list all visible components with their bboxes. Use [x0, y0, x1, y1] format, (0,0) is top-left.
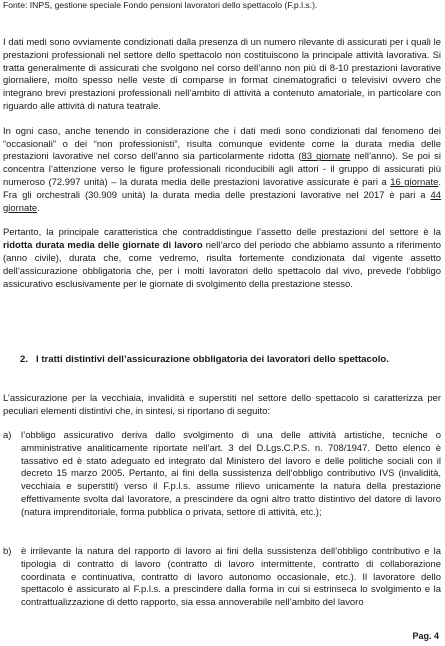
paragraph-2-underlined-44: 44 giornate	[3, 189, 441, 214]
paragraph-3-text-a: Pertanto, la principale caratteristica che contraddistingue l’assetto delle prestazioni del settore è la	[3, 227, 441, 239]
list-text-b: è irrilevante la natura del rapporto di lavoro ai fini della sussistenza dell’obbligo contributivo e la tipologia di contratto di lavoro (contratto di lavoro intermittente, contratto di collaborazione coordinata e continuativa, contratto di lavoro autonomo occasionale, etc.). Il lavoratore dello spettacolo è assicurato al F.p.l.s. a prescindere dalla forma in cui si estrinseca lo svolgimento e la contrattualizzazione di detto rapporto, sia essa annoverabile nell’ambito del lavoro	[21, 546, 441, 609]
page-number: Pag. 4	[412, 631, 439, 641]
list-marker-a: a)	[3, 430, 12, 441]
list-marker-b: b)	[3, 546, 12, 557]
section-intro: L’assicurazione per la vecchiaia, invalidità e superstiti nel settore dello spettacolo si caratterizza per peculiari elementi distintivi che, in sintesi, si riportano di seguito:	[3, 393, 441, 417]
paragraph-2-underlined-16: 16 giornate	[390, 176, 439, 188]
paragraph-2-text-b: nell’anno). Se poi si concentra l’attenzione verso le figure professionali riconducibili agli attori - il gruppo di assicurati più numeroso (72.997 unità) – la durata media delle prestazioni lavorative assicurate è pari a	[3, 151, 441, 188]
paragraph-2-underlined-83: 83 giornate	[301, 151, 351, 163]
table-source-note: Fonte: INPS, gestione speciale Fondo pensioni lavoratori dello spettacolo (F.p.l.s.).	[3, 0, 318, 10]
section-number: 2.	[20, 354, 29, 365]
section-title: I tratti distintivi dell’assicurazione obbligatoria dei lavoratori dello spettacolo.	[36, 354, 389, 365]
paragraph-3-text-b: nell’arco del periodo che abbiamo assunto a riferimento (anno civile), durata che, come vedremo, risulta fortemente condizionata dal vigente assetto dell’assicurazione obbligatoria che, per i molti lavoratori dello spettacolo dal vivo, prevede l’obbligo assicurativo esclusivamente per le giornate di svolgimento della prestazione stesso.	[3, 240, 442, 290]
paragraph-2-text-d: .	[37, 202, 40, 214]
list-item-b	[3, 546, 441, 610]
paragraph-2-text-a: In ogni caso, anche tenendo in considerazione che i dati medi sono condizionati dal fenomeno dei “occasionali” o dei “non professionisti”, risulta comunque evidente come la durata media delle prestazioni lavorative nel corso dell’anno sia particolarmente ridotta (	[3, 125, 441, 163]
paragraph-1: I dati medi sono ovviamente condizionati dalla presenza di un numero rilevante di assicurati per i quali le prestazioni professionali nel settore dello spettacolo non costituiscono la principale attività lavorativa. Si tratta generalmente di assicurati che svolgono nel corso dell’anno non più di 8-10 prestazioni lavorative giornaliere, molto spesso nelle veste di comparse in format cinematografici o televisivi ovvero che integrano brevi prestazioni professionali nell’ambito di attività a contenuto amatoriale, in particolare con riguardo alle attività di natura teatrale.	[3, 37, 441, 112]
paragraph-3-bold: ridotta durata media delle giornate di lavoro	[3, 240, 203, 252]
body-paragraphs	[3, 37, 441, 303]
paragraph-2	[3, 126, 441, 216]
section-heading	[20, 354, 441, 367]
paragraph-3	[3, 227, 441, 291]
list-item-a	[3, 430, 441, 520]
paragraph-2-text-c: . Fra gli orchestrali (30.909 unità) la durata media delle prestazioni lavorative nel 2017 è pari a	[3, 176, 441, 201]
list-text-a: l’obbligo assicurativo deriva dallo svolgimento di una delle attività artistiche, tecniche o amministrative analiticamente riportate nell’art. 3 del D.Lgs.C.P.S. n. 708/1947. Detto elenco è tassativo ed è stato adeguato ed integrato dal Ministero del lavoro e delle politiche sociali con il decreto 15 marzo 2005. Pertanto, ai fini della sussistenza dell’obbligo contributivo IVS (invalidità, vecchiaia e superstiti) verso il F.p.l.s. assume rilievo unicamente la natura della prestazione effettivamente svolta dal lavoratore, a prescindere da ogni altro tratto distintivo del datore di lavoro (natura imprenditoriale, forma pubblica o privata, settore di attività, etc.);	[21, 430, 441, 518]
